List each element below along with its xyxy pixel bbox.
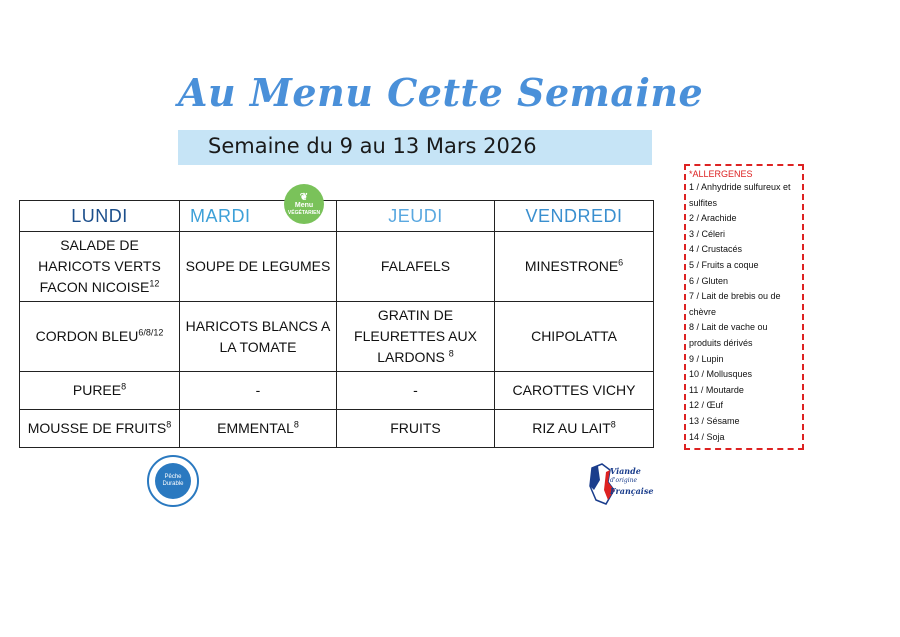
day-header-vendredi: VENDREDI (495, 201, 654, 232)
viande-logo-line2: d'origine (610, 477, 638, 484)
allergen-item: 7 / Lait de brebis ou de chèvre (689, 291, 781, 317)
vegetarian-badge-line2: VÉGÉTARIEN (287, 209, 321, 216)
allergen-item: 8 / Lait de vache ou produits dérivés (689, 322, 768, 348)
allergen-item: 12 / Œuf (689, 400, 724, 411)
allergens-heading: *ALLERGENES (689, 169, 753, 179)
allergen-item: 2 / Arachide (689, 213, 737, 224)
menu-table (19, 200, 654, 448)
allergen-item: 11 / Moutarde (689, 384, 744, 395)
allergen-item: 9 / Lupin (689, 353, 724, 364)
menu-cell: SOUPE DE LEGUMES (180, 232, 337, 302)
menu-row-entree (20, 232, 654, 302)
menu-cell: CAROTTES VICHY (495, 372, 654, 410)
peche-durable-logo (147, 455, 199, 507)
vegetarian-badge-line1: Menu (294, 201, 314, 209)
menu-cell: MOUSSE DE FRUITS$^8$ (20, 410, 180, 448)
leaf-icon: ❦ (299, 191, 309, 203)
day-header-lundi: LUNDI (20, 201, 180, 232)
menu-cell: FALAFELS (337, 232, 495, 302)
menu-cell: RIZ AU LAIT$^8$ (495, 410, 654, 448)
page-title: Au Menu Cette Semaine (178, 70, 704, 115)
menu-cell: CORDON $BLEU^{6/8/12}$ (20, 302, 180, 372)
day-header-mardi: MARDI (180, 201, 337, 232)
allergen-item: 13 / Sésame (689, 415, 740, 426)
allergen-item: 6 / Gluten (689, 275, 729, 286)
menu-cell: FRUITS (337, 410, 495, 448)
vegetarian-badge-logo (284, 184, 324, 224)
menu-cell: HARICOTS BLANCS A LA TOMATE (180, 302, 337, 372)
week-label: Semaine du 9 au 13 Mars 2026 (208, 134, 537, 158)
viande-logo-line3: Française (610, 486, 654, 496)
menu-cell: PUREE$^8$ (20, 372, 180, 410)
day-header-jeudi: JEUDI (337, 201, 495, 232)
day-header-row (20, 201, 654, 232)
menu-cell: - (337, 372, 495, 410)
fish-icon: Pêche Durable (155, 463, 191, 499)
menu-cell: GRATIN DE FLEURETTES AUX LARDONS $^8$ (337, 302, 495, 372)
allergen-item: 10 / Mollusques (689, 369, 753, 380)
allergen-item: 1 / Anhydride sulfureux et sulfites (689, 182, 791, 208)
viande-logo-line1: Viande (610, 466, 641, 476)
allergen-item: 14 / Soja (689, 431, 725, 442)
menu-cell: CHIPOLATTA (495, 302, 654, 372)
menu-cell: - (180, 372, 337, 410)
menu-row-dessert (20, 410, 654, 448)
allergen-item: 4 / Crustacés (689, 244, 743, 255)
menu-cell: EMMENTAL$^8$ (180, 410, 337, 448)
allergens-legend (684, 164, 804, 450)
allergen-item: 3 / Céleri (689, 228, 726, 239)
week-banner (178, 130, 652, 165)
viande-francaise-logo (588, 460, 660, 508)
menu-cell: SALADE DE HARICOTS VERTS FACON NICOISE$^{12}$ (20, 232, 180, 302)
menu-cell: MINESTRONE$^6$ (495, 232, 654, 302)
allergen-item: 5 / Fruits a coque (689, 259, 759, 270)
menu-row-accompagnement (20, 372, 654, 410)
menu-row-plat (20, 302, 654, 372)
